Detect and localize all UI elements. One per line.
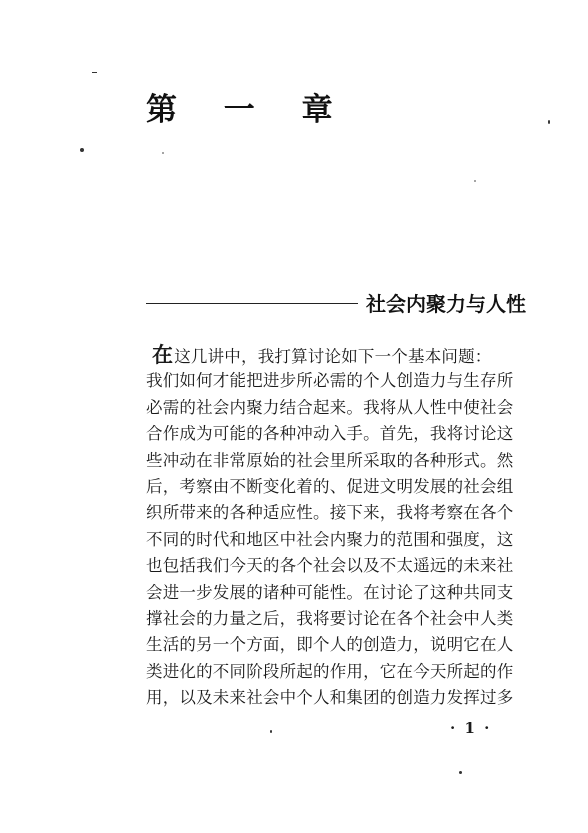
text-line: 后，考察由不断变化着的、促进文明发展的社会组 bbox=[146, 476, 514, 496]
text-line: 撑社会的力量之后，我将要讨论在各个社会中人类 bbox=[146, 608, 514, 628]
section-rule bbox=[146, 303, 358, 304]
text-line: 织所带来的各种适应性。接下来，我将考察在各个 bbox=[146, 503, 514, 523]
dropcap: 在 bbox=[152, 342, 174, 367]
text-line: 生活的另一个方面，即个人的创造力，说明它在人 bbox=[146, 635, 514, 655]
first-line bbox=[146, 342, 526, 368]
scan-speck bbox=[270, 730, 272, 733]
scan-speck bbox=[548, 120, 550, 124]
text-line: 会进一步发展的诸种可能性。在讨论了这种共同支 bbox=[146, 582, 514, 602]
text-line: 用，以及未来社会中个人和集团的创造力发挥过多 bbox=[146, 688, 514, 708]
text-line: 不同的时代和地区中社会内聚力的范围和强度，这 bbox=[146, 529, 514, 549]
scan-speck bbox=[459, 771, 462, 774]
text-line: 类进化的不同阶段所起的作用，它在今天所起的作 bbox=[146, 661, 514, 681]
text-line: 合作成为可能的各种冲动入手。首先，我将讨论这 bbox=[146, 424, 514, 444]
scan-speck bbox=[162, 152, 164, 154]
section-header bbox=[146, 288, 526, 318]
first-line-text: 这几讲中，我打算讨论如下一个基本问题： bbox=[174, 347, 492, 366]
text-line: 我们如何才能把进步所必需的个人创造力与生存所 bbox=[146, 371, 514, 391]
body-text bbox=[146, 342, 526, 711]
scan-speck bbox=[92, 72, 97, 73]
scan-speck bbox=[80, 148, 84, 152]
text-line: 也包括我们今天的各个社会以及不太遥远的未来社 bbox=[146, 556, 514, 576]
text-line: 些冲动在非常原始的社会里所采取的各种形式。然 bbox=[146, 450, 514, 470]
scan-speck bbox=[474, 180, 476, 182]
page-number: · 1 · bbox=[450, 719, 492, 737]
section-title: 社会内聚力与人性 bbox=[366, 292, 526, 316]
text-line: 必需的社会内聚力结合起来。我将从人性中使社会 bbox=[146, 397, 514, 417]
chapter-heading: 第 一 章 bbox=[146, 92, 351, 128]
